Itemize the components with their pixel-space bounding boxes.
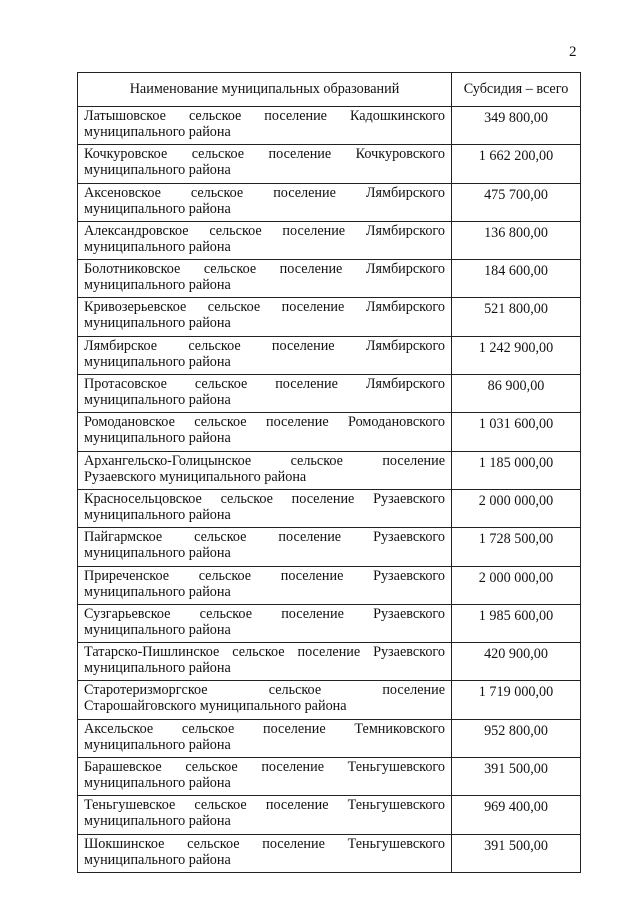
municipality-name-cell: Кривозерьевское сельское поселение Лямбирского муниципального района <box>78 298 452 336</box>
table-row <box>78 375 581 413</box>
municipality-name-cell: Шокшинское сельское поселение Теньгушевского муниципального района <box>78 834 452 872</box>
subsidy-amount-cell: 1 242 900,00 <box>452 336 581 374</box>
subsidy-amount-cell: 420 900,00 <box>452 643 581 681</box>
municipality-name-cell: Аксельское сельское поселение Темниковского муниципального района <box>78 719 452 757</box>
table-row <box>78 681 581 719</box>
subsidy-amount-cell: 391 500,00 <box>452 758 581 796</box>
municipality-name-cell: Протасовское сельское поселение Лямбирского муниципального района <box>78 375 452 413</box>
municipality-name-cell: Красносельцовское сельское поселение Рузаевского муниципального района <box>78 489 452 527</box>
table-row <box>78 260 581 298</box>
subsidy-table <box>77 72 581 873</box>
table-header-row <box>78 73 581 107</box>
subsidy-amount-cell: 521 800,00 <box>452 298 581 336</box>
municipality-name-cell: Теньгушевское сельское поселение Теньгушевского муниципального района <box>78 796 452 834</box>
table-row <box>78 107 581 145</box>
table-row <box>78 221 581 259</box>
municipality-name-cell: Старотеризморгское сельское поселение Старошайговского муниципального района <box>78 681 452 719</box>
subsidy-amount-cell: 2 000 000,00 <box>452 489 581 527</box>
municipality-name-cell: Латышовское сельское поселение Кадошкинского муниципального района <box>78 107 452 145</box>
subsidy-amount-cell: 1 662 200,00 <box>452 145 581 183</box>
subsidy-amount-cell: 1 728 500,00 <box>452 528 581 566</box>
municipality-name-cell: Пайгармское сельское поселение Рузаевского муниципального района <box>78 528 452 566</box>
subsidy-amount-cell: 969 400,00 <box>452 796 581 834</box>
subsidy-amount-cell: 952 800,00 <box>452 719 581 757</box>
subsidy-amount-cell: 136 800,00 <box>452 221 581 259</box>
table-row <box>78 298 581 336</box>
table-row <box>78 834 581 872</box>
table-row <box>78 528 581 566</box>
municipality-name-cell: Ромодановское сельское поселение Ромодановского муниципального района <box>78 413 452 451</box>
column-header-name: Наименование муниципальных образований <box>78 73 452 107</box>
municipality-name-cell: Приреченское сельское поселение Рузаевского муниципального района <box>78 566 452 604</box>
table-row <box>78 758 581 796</box>
municipality-name-cell: Аксеновское сельское поселение Лямбирского муниципального района <box>78 183 452 221</box>
table-row <box>78 451 581 489</box>
subsidy-amount-cell: 2 000 000,00 <box>452 566 581 604</box>
subsidy-amount-cell: 475 700,00 <box>452 183 581 221</box>
subsidy-amount-cell: 184 600,00 <box>452 260 581 298</box>
subsidy-amount-cell: 391 500,00 <box>452 834 581 872</box>
municipality-name-cell: Сузгарьевское сельское поселение Рузаевского муниципального района <box>78 604 452 642</box>
table-row <box>78 719 581 757</box>
municipality-name-cell: Барашевское сельское поселение Теньгушевского муниципального района <box>78 758 452 796</box>
municipality-name-cell: Александровское сельское поселение Лямбирского муниципального района <box>78 221 452 259</box>
table-row <box>78 489 581 527</box>
municipality-name-cell: Татарско-Пишлинское сельское поселение Рузаевского муниципального района <box>78 643 452 681</box>
municipality-name-cell: Архангельско-Голицынское сельское поселение Рузаевского муниципального района <box>78 451 452 489</box>
subsidy-amount-cell: 1 185 000,00 <box>452 451 581 489</box>
subsidy-amount-cell: 1 031 600,00 <box>452 413 581 451</box>
table-row <box>78 145 581 183</box>
table-row <box>78 604 581 642</box>
page-number: 2 <box>569 44 577 60</box>
subsidy-amount-cell: 1 719 000,00 <box>452 681 581 719</box>
municipality-name-cell: Кочкуровское сельское поселение Кочкуровского муниципального района <box>78 145 452 183</box>
subsidy-amount-cell: 1 985 600,00 <box>452 604 581 642</box>
table-row <box>78 183 581 221</box>
subsidy-amount-cell: 349 800,00 <box>452 107 581 145</box>
table-row <box>78 413 581 451</box>
table-row <box>78 796 581 834</box>
municipality-name-cell: Болотниковское сельское поселение Лямбирского муниципального района <box>78 260 452 298</box>
table-row <box>78 336 581 374</box>
subsidy-amount-cell: 86 900,00 <box>452 375 581 413</box>
column-header-subsidy: Субсидия – всего <box>452 73 581 107</box>
table-row <box>78 566 581 604</box>
municipality-name-cell: Лямбирское сельское поселение Лямбирского муниципального района <box>78 336 452 374</box>
table-row <box>78 643 581 681</box>
table-body <box>78 107 581 873</box>
